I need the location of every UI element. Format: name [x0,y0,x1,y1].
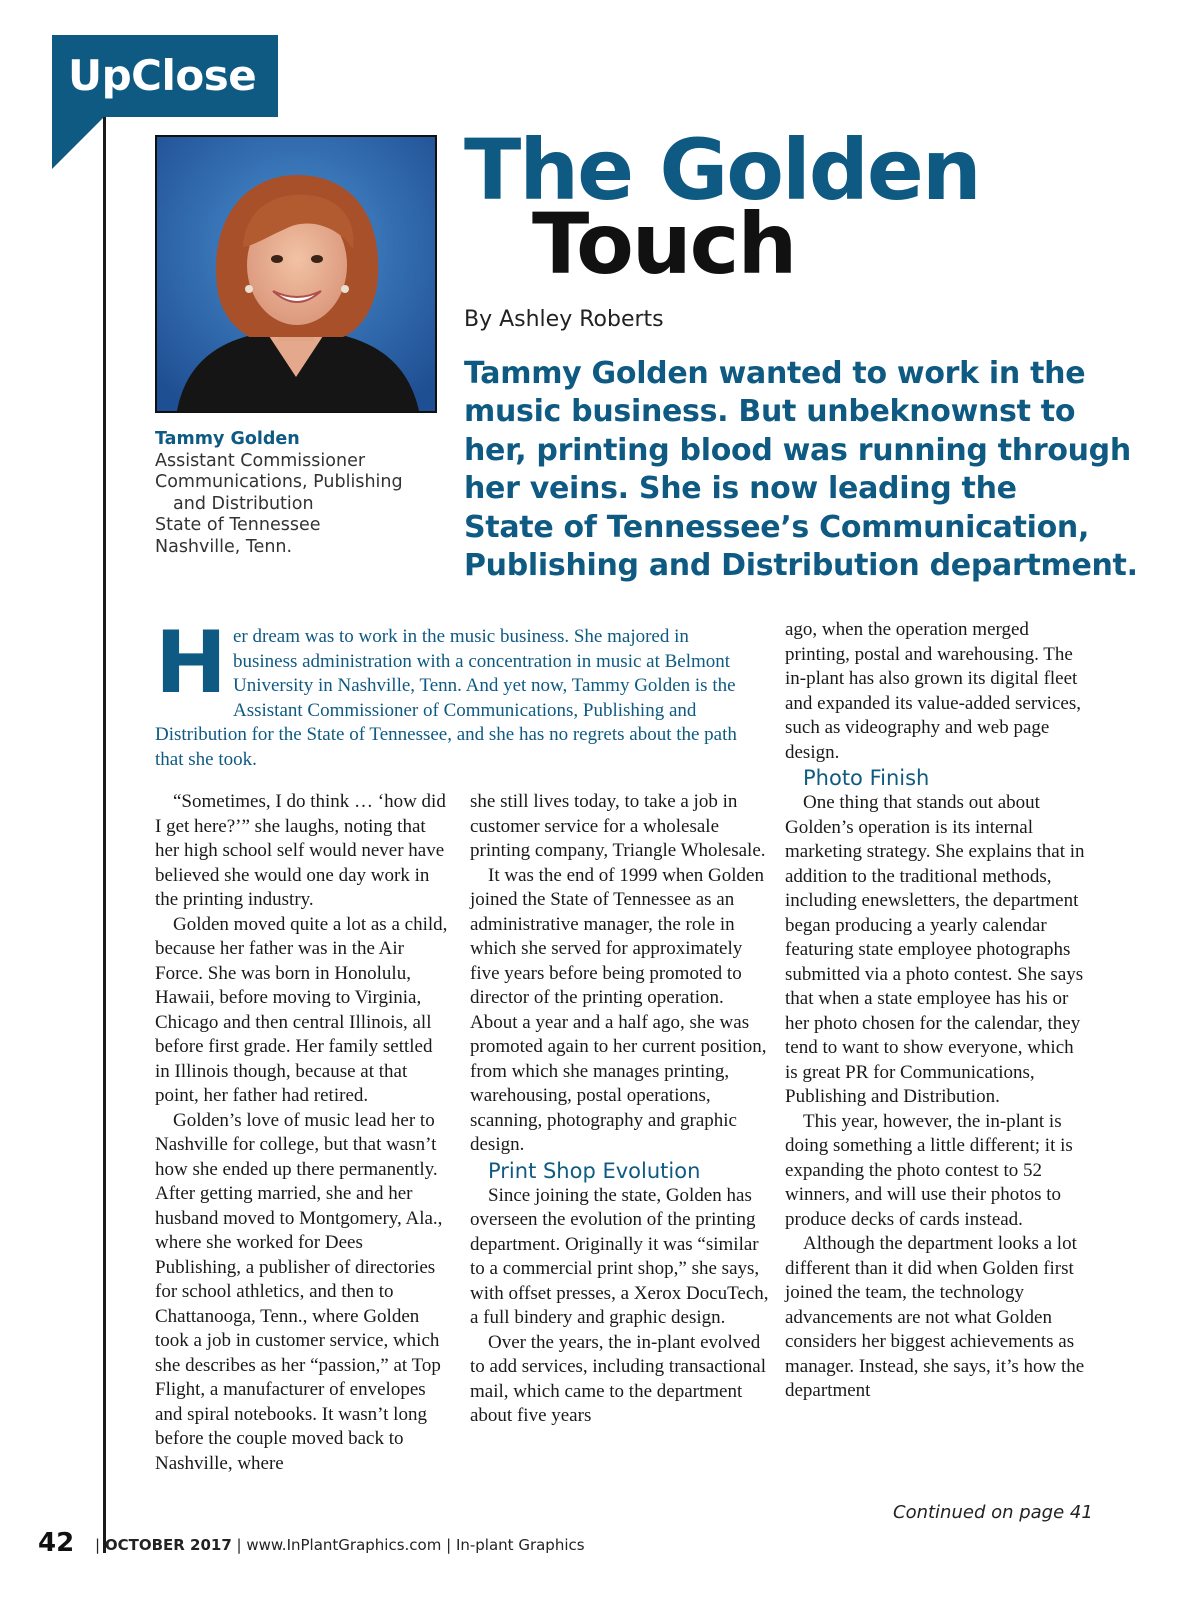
intro-text: er dream was to work in the music business. She majored in business administration with a concentration in music at Belmont University in Nashville, Tenn. And yet now, Tammy Golden is the Assistant Commissioner of Communications, Publishing and Distribution for the State of Tennessee, and she has no regrets about the path that she took. [155,626,737,770]
body-paragraph: Although the department looks a lot different than it did when Golden first joined the team, the technology advancements are not what Golden considers her biggest achievements as manager. Instead, she says, it’s how the department [785,1233,1085,1401]
footer-website: www.InPlantGraphics.com [246,1536,442,1554]
portrait-photo [155,135,437,413]
caption-location: Nashville, Tenn. [155,536,293,557]
deck-line: Publishing and Distribution department. [464,548,1138,584]
portrait-illustration [157,137,435,411]
caption-title-line2: Communications, Publishing [155,472,403,492]
body-paragraph: Golden’s love of music lead her to Nashville for college, but that wasn’t how she ended up there permanently. After getting married, she and her husband moved to Montgomery, Ala., where she worked for Dees Publishing, a publisher of directories for school athletics, and then to Chattanooga, Tenn., where Golden took a job in customer service, which she describes as her “passion,” at Top Flight, a manufacturer of envelopes and spiral notebooks. It wasn’t long before the couple moved back to Nashville, where [155,1109,443,1474]
section-tab-fold [52,117,104,169]
caption-title-line3: and Distribution [173,493,314,514]
body-paragraph: “Sometimes, I do think … ‘how did I get here?’” she laughs, noting that her high school self would never have believed she would one day work in the printing industry. [155,791,446,910]
body-paragraph: This year, however, the in-plant is doing something a little different; it is expanding the photo contest to 52 winners, and will use their photos to produce decks of cards instead. [785,1110,1073,1230]
intro-paragraph [155,613,745,772]
body-paragraph: Golden moved quite a lot as a child, because her father was in the Air Force. She was born in Honolulu, Hawaii, before moving to Virginia, Chicago and then central Illinois, all before first grade. Her family settled in Illinois though, because at that point, her father had retired. [155,913,448,1106]
section-tab: UpClose [52,35,278,117]
margin-rule [103,117,106,1553]
body-column-1 [155,790,450,1476]
body-paragraph: she still lives today, to take a job in customer service for a wholesale printing company, Triangle Wholesale. [470,791,766,861]
byline: By Ashley Roberts [464,307,664,332]
body-paragraph: One thing that stands out about Golden’s operation is its internal marketing strategy. She explains that in addition to the traditional methods, including enewsletters, the department began producing a yearly calendar featuring state employee photographs submitted via a photo contest. She says that when a state employee has his or her photo chosen for the calendar, they tend to want to show everyone, which is great PR for Communications, Publishing and Distribution. [785,792,1085,1107]
body-column-2 [470,790,770,1429]
caption-org: State of Tennessee [155,515,321,535]
body-paragraph: Over the years, the in-plant evolved to add services, including transactional mail, which came to the department about five years [470,1331,766,1426]
body-paragraph: Since joining the state, Golden has overseen the evolution of the printing department. Originally it was “similar to a commercial print shop,” she says, with offset presses, a Xerox DocuTech, a full bindery and graphic design. [470,1184,769,1328]
deck [464,355,1138,585]
deck-line: music business. But unbeknownst to [464,394,1076,430]
continued-note: Continued on page 41 [893,1502,1093,1523]
footer-issue: OCTOBER 2017 [104,1536,232,1554]
page-footer: | OCTOBER 2017 | www.InPlantGraphics.com | In-plant Graphics [95,1536,585,1554]
caption-name: Tammy Golden [155,429,300,449]
body-paragraph: ago, when the operation merged printing, postal and warehousing. The in-plant has also grown its digital fleet and expanded its value-added services, such as videography and web page design. [785,619,1081,763]
subhead-print-shop-evolution: Print Shop Evolution [488,1158,701,1183]
photo-caption [155,429,445,558]
headline-line2: Touch [532,195,796,293]
deck-line: State of Tennessee’s Communication, [464,509,1090,545]
drop-cap: H [155,613,227,713]
page-number: 42 [38,1528,75,1558]
headline-line1: The Golden [464,121,980,219]
body-column-3 [785,618,1085,1404]
deck-line: her, printing blood was running through [464,432,1131,468]
subhead-photo-finish: Photo Finish [803,766,930,790]
footer-publication: In-plant Graphics [455,1536,585,1554]
caption-title-line1: Assistant Commissioner [155,450,366,471]
body-paragraph: It was the end of 1999 when Golden joined the State of Tennessee as an administrative manager, the role in which she served for approximately five years before being promoted to director of the printing operation. About a year and a half ago, she was promoted again to her current position, from which she manages printing, warehousing, postal operations, scanning, photography and graphic design. [470,864,767,1155]
deck-line: Tammy Golden wanted to work in the [464,356,1086,391]
deck-line: her veins. She is now leading the [464,471,1017,507]
